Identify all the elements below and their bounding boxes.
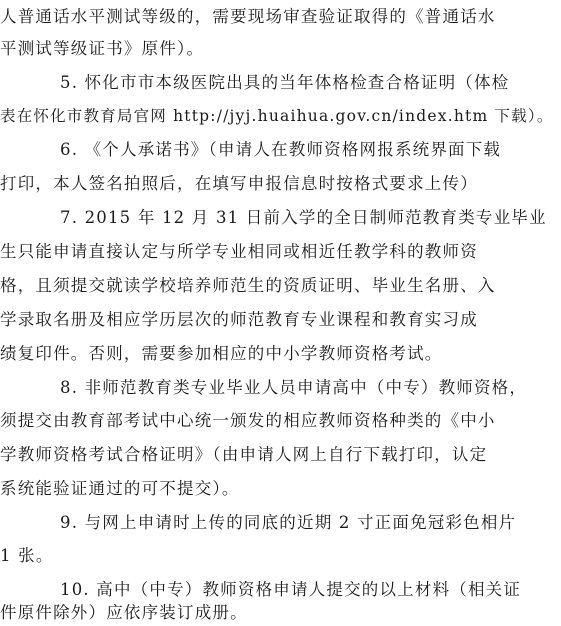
- item-7-line-4: 学录取名册及相应学历层次的师范教育专业课程和教育实习成: [0, 310, 478, 329]
- item-10-line-1: 10. 高中（中专）教师资格申请人提交的以上材料（相关证: [60, 580, 522, 599]
- item-7-line-5: 绩复印件。否则，需要参加相应的中小学教师资格考试。: [0, 344, 443, 363]
- item-5-line-2: 表在怀化市教育局官网 http://jyj.huaihua.gov.cn/index.htm 下载）。: [0, 107, 554, 125]
- item-10-line-2: 件原件除外）应依序装订成册。: [0, 603, 248, 622]
- text-line-2: 平测试等级证书》原件）。: [0, 39, 205, 58]
- text-line-1: 人普通话水平测试等级的，需要现场审查验证取得的《普通话水: [0, 7, 496, 26]
- item-6-line-1: 6. 《个人承诺书》（申请人在教师资格网报系统界面下载: [60, 140, 502, 159]
- item-8-line-2: 须提交由教育部考试中心统一颁发的相应教师资格种类的《中小: [0, 411, 496, 430]
- item-8-line-3: 学教师资格考试合格证明》（由申请人网上自行下载打印，认定: [0, 445, 488, 464]
- item-5-line-1: 5. 怀化市市本级医院出具的当年体格检查合格证明（体检: [60, 73, 510, 92]
- item-9-line-1: 9. 与网上申请时上传的同底的近期 2 寸正面免冠彩色相片: [60, 513, 517, 532]
- item-6-line-2: 打印，本人签名拍照后，在填写申报信息时按格式要求上传）: [0, 174, 478, 193]
- item-7-line-2: 生只能申请直接认定与所学专业相同或相近任教学科的教师资: [0, 242, 478, 261]
- item-8-line-1: 8. 非师范教育类专业毕业人员申请高中（中专）教师资格，: [60, 378, 528, 397]
- item-9-line-2: 1 张。: [0, 546, 54, 565]
- item-7-line-1: 7. 2015 年 12 月 31 日前入学的全日制师范教育类专业毕业: [60, 208, 547, 227]
- item-7-line-3: 格，且须提交就读学校培养师范生的资质证明、毕业生名册、入: [0, 276, 496, 295]
- item-8-line-4: 系统能验证通过的可不提交）。: [0, 479, 240, 498]
